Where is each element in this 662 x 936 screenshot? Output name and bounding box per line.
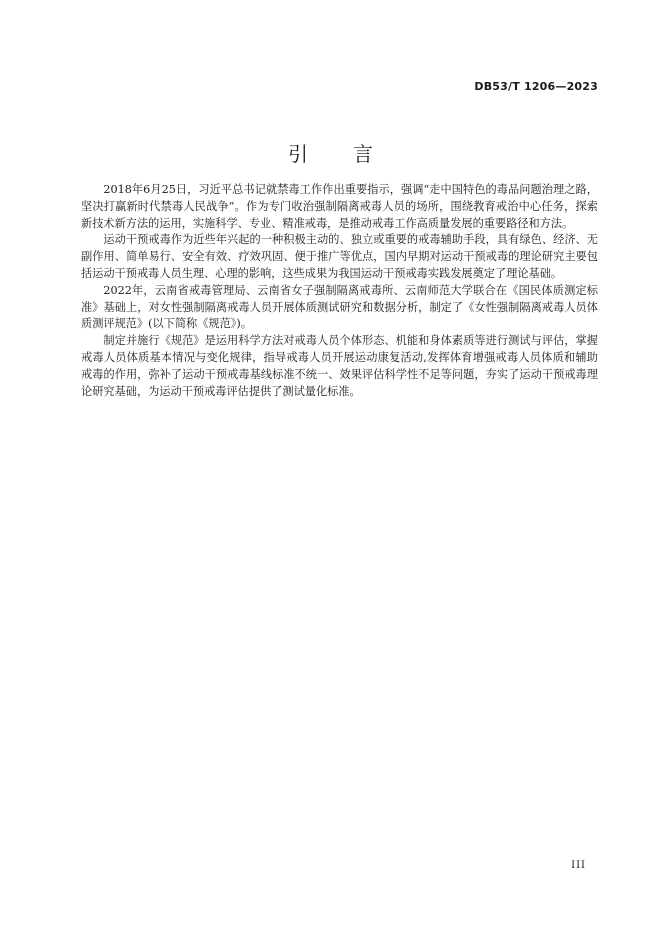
page-title <box>0 138 662 167</box>
title-char-1: 引 <box>288 142 309 166</box>
paragraph-1: 2018年6月25日，习近平总书记就禁毒工作作出重要指示，强调“走中国特色的毒品问题治理之路，坚决打赢新时代禁毒人民战争”。作为专门收治强制隔离戒毒人员的场所，围绕教育戒治中心任务，探索新技术新方法的运用，实施科学、专业、精准戒毒，是推动戒毒工作高质量发展的重要路径和方法。 <box>81 183 598 230</box>
paragraph-4: 制定并施行《规范》是运用科学方法对戒毒人员个体形态、机能和身体素质等进行测试与评估，掌握戒毒人员体质基本情况与变化规律，指导戒毒人员开展运动康复活动,发挥体育增强戒毒人员体质和辅助戒毒的作用，弥补了运动干预戒毒基线标准不统一、效果评估科学性不足等问题，夯实了运动干预戒毒理论研究基础，为运动干预戒毒评估提供了测试量化标准。 <box>81 334 598 398</box>
page-number: III <box>571 860 586 871</box>
introduction-body <box>81 182 598 400</box>
title-char-2: 言 <box>353 142 374 166</box>
paragraph-3: 2022年，云南省戒毒管理局、云南省女子强制隔离戒毒所、云南师范大学联合在《国民体质测定标准》基础上，对女性强制隔离戒毒人员开展体质测试研究和数据分析，制定了《女性强制隔离戒毒人员体质测评规范》(以下简称《规范》)。 <box>81 283 598 331</box>
document-code: DB53/T 1206—2023 <box>474 80 598 93</box>
paragraph-2: 运动干预戒毒作为近些年兴起的一种积极主动的、独立或重要的戒毒辅助手段，具有绿色、经济、无副作用、简单易行、安全有效、疗效巩固、便于推广等优点，国内早期对运动干预戒毒的理论研究主要包括运动干预戒毒人员生理、心理的影响，这些成果为我国运动干预戒毒实践发展奠定了理论基础。 <box>81 233 598 280</box>
